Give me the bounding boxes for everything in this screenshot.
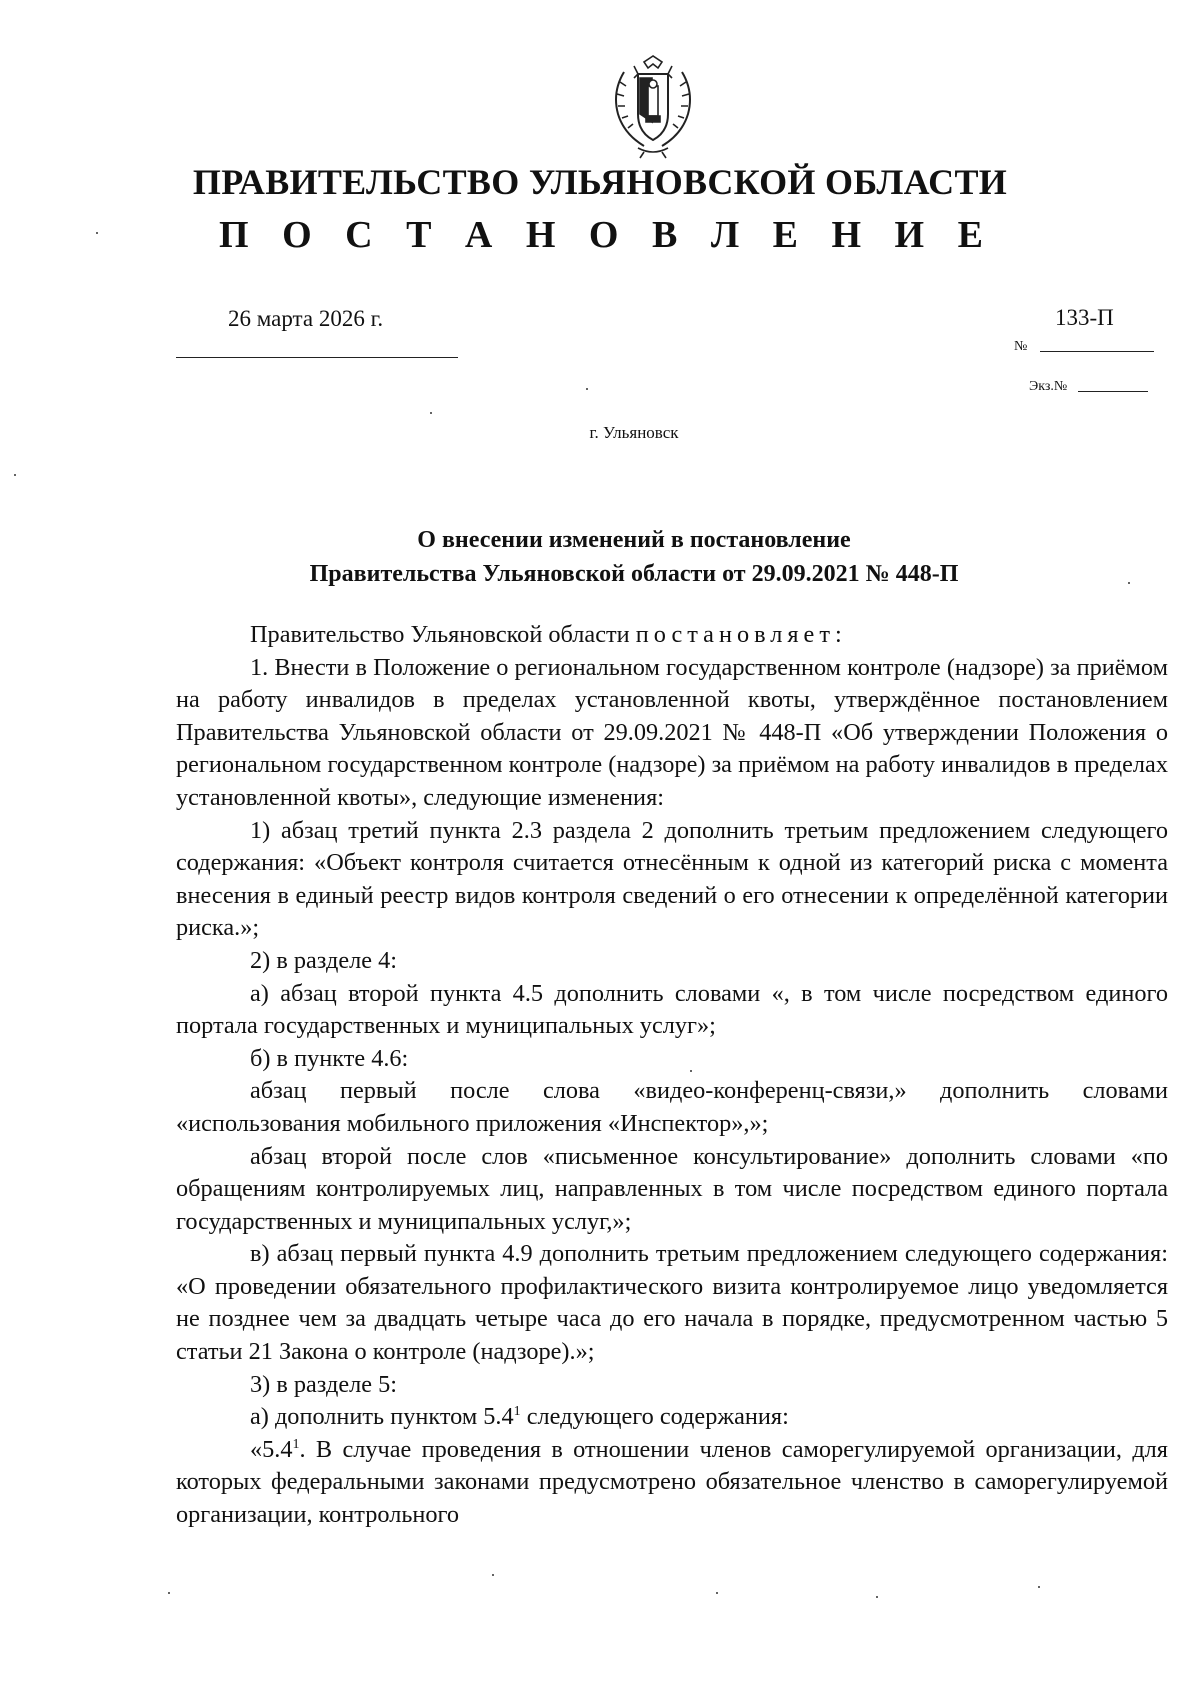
body-paragraph: 2) в разделе 4: bbox=[250, 946, 397, 974]
government-title: ПРАВИТЕЛЬСТВО УЛЬЯНОВСКОЙ ОБЛАСТИ bbox=[192, 162, 1008, 202]
preamble-colon: : bbox=[834, 621, 842, 648]
copy-number-underline bbox=[1078, 391, 1148, 392]
document-type: П О С Т А Н О В Л Е Н И Е bbox=[219, 214, 995, 256]
city-name: г. Ульяновск bbox=[589, 423, 679, 442]
body-paragraph: 3) в разделе 5: bbox=[250, 1370, 397, 1398]
body-paragraph: абзац первый после слова «видео-конференц-связи,» дополнить словами «использования мобильного приложения «Инспектор»,»; bbox=[176, 1077, 1168, 1137]
scan-speck bbox=[96, 232, 98, 234]
document-number: 133-П bbox=[1055, 305, 1114, 330]
resolves-word: постановляет bbox=[635, 621, 835, 648]
superscript: 1 bbox=[513, 1404, 521, 1420]
number-underline bbox=[1040, 351, 1154, 352]
scan-speck bbox=[716, 1592, 718, 1594]
body-paragraph: а) абзац второй пункта 4.5 дополнить словами «, в том числе посредством единого портала государственных и муниципальных услуг»; bbox=[176, 979, 1168, 1040]
subject-line: О внесении изменений в постановление bbox=[417, 527, 851, 553]
body-paragraph: 1) абзац третий пункта 2.3 раздела 2 дополнить третьим предложением следующего содержания: «Объект контроля считается отнесённым к одной из категорий риска с момента внесения в единый реестр видов контроля сведений о его отнесении к определённой категории риска.»; bbox=[176, 816, 1168, 942]
paragraph-text: следующего содержания: bbox=[520, 1403, 789, 1431]
body-paragraph bbox=[176, 1434, 1168, 1532]
scan-speck bbox=[876, 1596, 878, 1598]
document-date: 26 марта 2026 г. bbox=[228, 306, 384, 331]
preamble-text: Правительство Ульяновской области bbox=[250, 621, 636, 648]
subject-line: Правительства Ульяновской области от 29.09.2021 № 448-П bbox=[309, 561, 959, 587]
body-paragraph: в) абзац первый пункта 4.9 дополнить третьим предложением следующего содержания: «О проведении обязательного профилактического визита контролируемое лицо уведомляется не позднее чем за двадцать четыре часа до его начала в порядке, предусмотренном частью 5 статьи 21 Закона о контроле (надзоре).»; bbox=[176, 1240, 1168, 1366]
number-label: № bbox=[1014, 339, 1028, 354]
date-underline bbox=[176, 357, 458, 358]
scan-speck bbox=[492, 1574, 494, 1576]
paragraph-text: . В случае проведения в отношении членов саморегулируемой организации, для которых федеральными законами предусмотрено обязательное членство в саморегулируемой организации, контрольного bbox=[176, 1435, 1168, 1529]
body-paragraph bbox=[176, 1401, 1168, 1434]
scan-speck bbox=[1038, 1586, 1040, 1588]
body-paragraph: абзац второй после слов «письменное консультирование» дополнить словами «по обращениям контролируемых лиц, направленных в том числе посредством единого портала государственных и муниципальных услуг,»; bbox=[176, 1142, 1168, 1235]
body-paragraph: б) в пункте 4.6: bbox=[250, 1044, 409, 1072]
scan-speck bbox=[168, 1592, 170, 1594]
scan-speck bbox=[14, 474, 16, 476]
body-paragraph: 1. Внести в Положение о региональном государственном контроле (надзоре) за приёмом на работу инвалидов в пределах установленной квоты, утверждённое постановлением Правительства Ульяновской области от 29.09.2021 № 448-П «Об утверждении Положения о региональном государственном контроле (надзоре) за приёмом на работу инвалидов в пределах установленной квоты», следующие изменения: bbox=[176, 653, 1168, 811]
scan-speck bbox=[586, 388, 588, 390]
scan-speck bbox=[1128, 582, 1130, 584]
scan-speck bbox=[430, 412, 432, 414]
document-body bbox=[176, 619, 1168, 1532]
paragraph-text: а) дополнить пунктом 5.4 bbox=[250, 1403, 514, 1431]
paragraph-text: «5.4 bbox=[250, 1435, 293, 1463]
preamble-paragraph bbox=[176, 619, 1168, 652]
coat-of-arms-icon bbox=[604, 52, 702, 160]
copy-number-label: Экз.№ bbox=[1029, 379, 1068, 394]
document-subject bbox=[0, 523, 1200, 591]
superscript: 1 bbox=[292, 1436, 300, 1452]
scan-speck bbox=[690, 1070, 692, 1072]
